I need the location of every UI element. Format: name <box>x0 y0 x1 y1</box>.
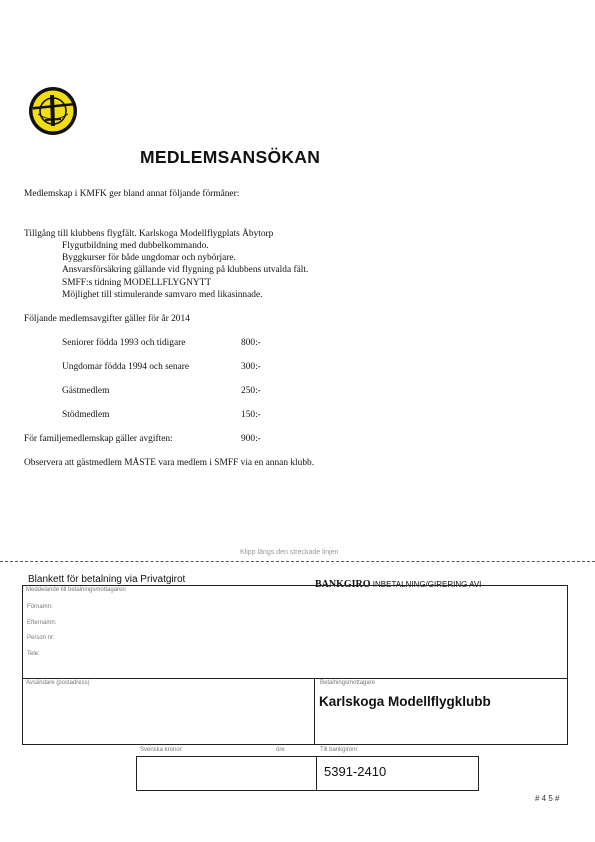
benefit-item: SMFF:s tidning MODELLFLYGNYTT <box>62 278 212 288</box>
bankgiro-number: 5391-2410 <box>324 764 387 779</box>
giro-divider-h <box>22 678 568 679</box>
field-first-name[interactable]: Förnamn: <box>27 604 53 610</box>
guest-note: Observera att gästmedlem MÅSTE vara medlem i SMFF via en annan klubb. <box>24 458 315 468</box>
cut-line <box>0 561 595 562</box>
family-fee-amount: 900:- <box>241 434 261 444</box>
benefit-item: Ansvarsförsäkring gällande vid flygning på klubbens utvalda fält. <box>62 265 309 275</box>
family-fee-label: För familjemedlemskap gäller avgiften: <box>24 434 173 444</box>
giro-left-title: Blankett för betalning via Privatgirot <box>28 574 186 585</box>
fee-amount: 800:- <box>241 338 261 348</box>
benefit-item: Byggkurser för både ungdomar och nybörjare. <box>62 253 236 263</box>
amount-box[interactable] <box>136 756 479 791</box>
fees-heading: Följande medlemsavgifter gäller för år 2014 <box>24 314 190 324</box>
fee-row <box>62 337 322 350</box>
giro-bankgiro-label: BANKGIRO <box>315 579 371 590</box>
club-logo-icon <box>28 86 78 136</box>
fee-row <box>62 385 322 398</box>
fee-row <box>62 361 322 374</box>
fee-label: Ungdomar födda 1994 och senare <box>62 362 190 372</box>
benefit-item: Möjlighet till stimulerande samvaro med likasinnade. <box>62 290 263 300</box>
ore-label: öre <box>276 747 285 753</box>
fee-amount: 250:- <box>241 386 261 396</box>
fee-label: Gästmedlem <box>62 386 110 396</box>
recipient-label: Betalningsmottagare <box>320 680 376 686</box>
intro-text: Medlemskap i KMFK ger bland annat följande förmåner: <box>24 189 240 199</box>
bankgiro-nr-label: Till bankgironr <box>320 747 358 753</box>
page-title: MEDLEMSANSÖKAN <box>140 147 321 167</box>
benefit-first: Tillgång till klubbens flygfält. Karlskoga Modellflygplats Åbytorp <box>24 229 274 239</box>
field-phone[interactable]: Tele: <box>27 651 40 657</box>
club-logo <box>28 86 78 136</box>
amount-divider <box>316 756 317 791</box>
recipient-name: Karlskoga Modellflygklubb <box>319 694 491 709</box>
giro-avi-label: INBETALNING/GIRERING AVI <box>370 580 482 589</box>
cut-line-label: Klipp längs den streckade linjen <box>240 549 339 556</box>
field-person-nr[interactable]: Person nr: <box>27 635 55 641</box>
field-last-name[interactable]: Efternamn: <box>27 620 57 626</box>
giro-divider-v <box>314 678 315 745</box>
kronor-label: Svenska kronor <box>140 747 182 753</box>
sender-label: Avsändare (postadress) <box>26 680 90 686</box>
fee-amount: 300:- <box>241 362 261 372</box>
page-footer: # 4 5 # <box>535 794 560 803</box>
benefit-item: Flygutbildning med dubbelkommando. <box>62 241 209 251</box>
fee-label: Seniorer födda 1993 och tidigare <box>62 338 186 348</box>
fee-amount: 150:- <box>241 410 261 420</box>
message-label: Meddelande till betalningsmottagaren <box>26 587 126 593</box>
fee-label: Stödmedlem <box>62 410 110 420</box>
giro-form <box>22 585 568 745</box>
fee-row <box>62 409 322 422</box>
